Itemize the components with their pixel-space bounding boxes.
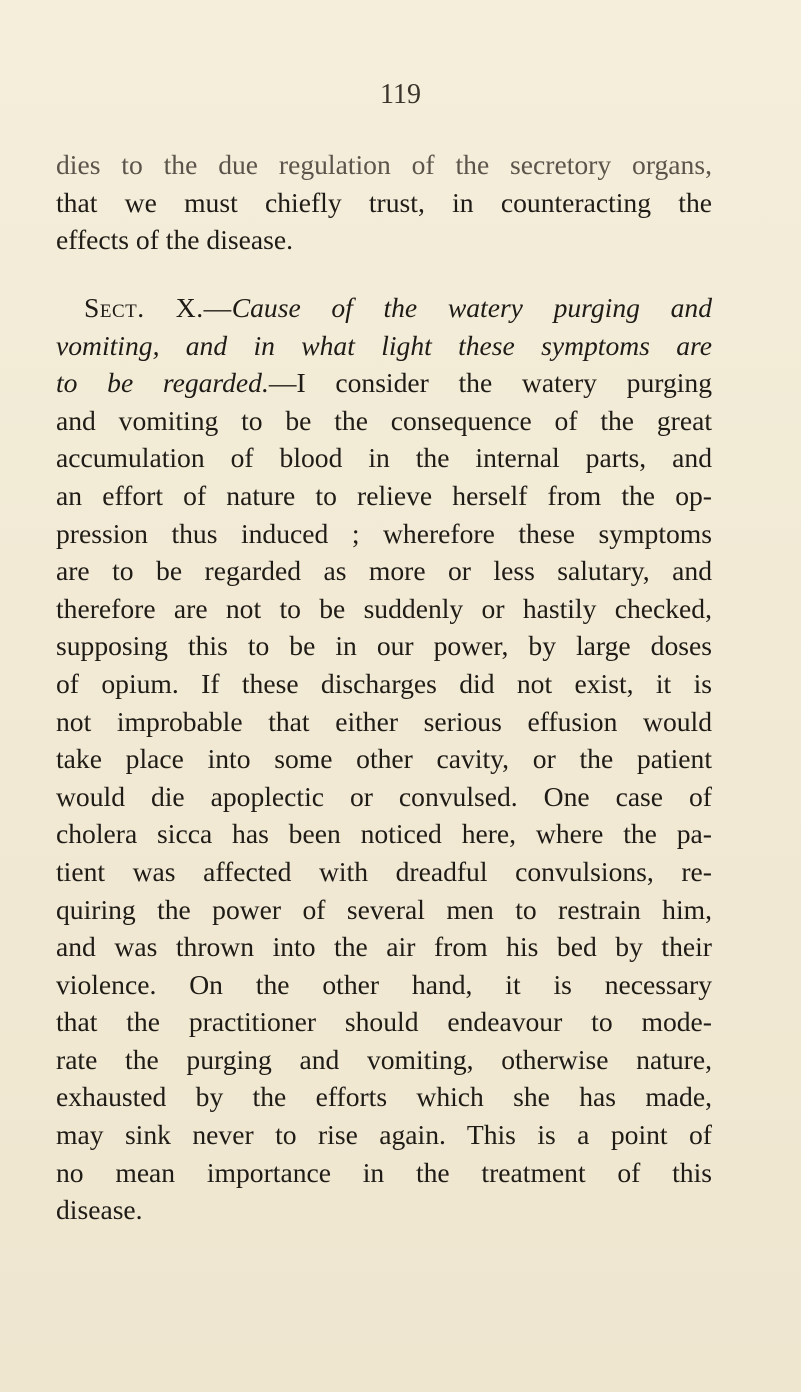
section-heading-line <box>56 289 712 327</box>
text-line: effects of the disease. <box>56 224 293 256</box>
text-line: of opium. If these discharges did not exist, it is <box>56 667 712 699</box>
body-text-part: —I consider the watery purging <box>268 367 712 399</box>
section-title-part: Cause of the watery purging and <box>231 292 712 323</box>
text-line: tient was affected with dreadful convulsions, re- <box>56 855 712 887</box>
paragraph-continuation <box>56 146 712 259</box>
text-line: dies to the due regulation of the secretory organs, <box>56 149 712 180</box>
text-line: and vomiting to be the consequence of the great <box>56 404 712 436</box>
text-line: cholera sicca has been noticed here, where the pa- <box>56 818 712 850</box>
text-line: that the practitioner should endeavour to mode- <box>56 1006 712 1038</box>
text-line: quiring the power of several men to restrain him, <box>56 893 712 925</box>
text-line: violence. On the other hand, it is necessary <box>56 968 712 1000</box>
text-line: pression thus induced ; wherefore these symptoms <box>56 517 712 549</box>
text-line: would die apoplectic or convulsed. One case of <box>56 780 712 812</box>
text-line: exhausted by the efforts which she has made, <box>56 1081 712 1113</box>
section-title-part: to be regarded. <box>56 367 269 399</box>
text-line: disease. <box>56 1194 143 1226</box>
text-line: supposing this to be in our power, by large doses <box>56 630 712 662</box>
text-line: that we must chiefly trust, in counteracting the <box>56 186 712 218</box>
section-label: Sect. X.— <box>84 292 232 323</box>
section-heading-line-end <box>56 364 712 402</box>
text-line: accumulation of blood in the internal parts, and <box>56 442 712 474</box>
text-line: are to be regarded as more or less salutary, and <box>56 555 712 587</box>
text-line: an effort of nature to relieve herself from the op- <box>56 479 712 511</box>
page-number: 119 <box>380 79 421 110</box>
text-line: may sink never to rise again. This is a point of <box>56 1119 712 1151</box>
text-line: and was thrown into the air from his bed by their <box>56 931 712 963</box>
text-line: rate the purging and vomiting, otherwise nature, <box>56 1043 712 1075</box>
section-title-line: vomiting, and in what light these symptoms are <box>56 329 712 361</box>
text-line: not improbable that either serious effusion would <box>56 705 712 737</box>
text-line: no mean importance in the treatment of this <box>56 1156 712 1188</box>
section-paragraph <box>56 289 712 1229</box>
text-line: therefore are not to be suddenly or hastily checked, <box>56 592 712 624</box>
text-line: take place into some other cavity, or the patient <box>56 743 712 775</box>
